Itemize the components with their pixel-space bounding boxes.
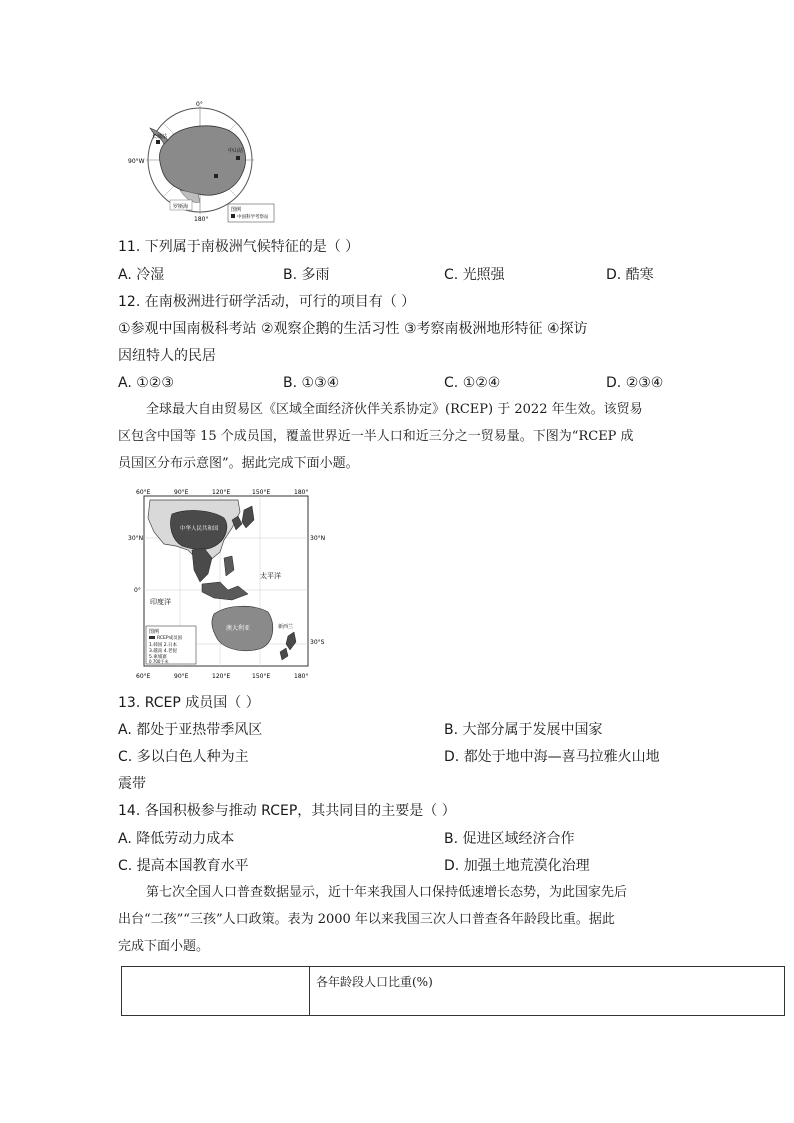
legend-item-2: 1.韩国 2.日本 (149, 643, 178, 648)
q11-option-b[interactable]: B. 多雨 (283, 267, 330, 283)
q11-stem: 11. 下列属于南极洲气候特征的是（ ） (118, 239, 360, 255)
map-label-90w: 90°W (128, 158, 145, 165)
rcep-passage-line2: 区包含中国等 15 个成员国，覆盖世界近一半人口和近三分之一贸易量。下图为“RCEP 成 (118, 429, 634, 444)
antarctica-map (128, 100, 278, 224)
pop-passage-line1: 第七次全国人口普查数据显示，近十年来我国人口保持低速增长态势，为此国家先后 (146, 885, 628, 900)
q13-option-b[interactable]: B. 大部分属于发展中国家 (444, 722, 603, 738)
pop-passage-line3: 完成下面小题。 (118, 939, 210, 954)
q14-option-d[interactable]: D. 加强土地荒漠化治理 (444, 858, 590, 874)
table-row (122, 967, 785, 1016)
map-legend-item: 中国科学考察站 (237, 215, 269, 220)
lon-90: 90°E (174, 489, 189, 496)
lat-30n: 30°N (128, 535, 144, 542)
lon-120-bottom: 120°E (212, 673, 231, 680)
table-header-age-share: 各年龄段人口比重(%) (310, 967, 785, 1016)
q12-statements-line2: 因纽特人的民居 (118, 348, 216, 364)
q12-statements-line1: ①参观中国南极科考站 ②观察企鹅的生活习性 ③考察南极洲地形特征 ④探访 (118, 321, 588, 337)
map-legend-title: 图例 (231, 207, 242, 213)
legend-item-3: 3.越南 4.老挝 (149, 649, 178, 654)
q13-stem: 13. RCEP 成员国（ ） (118, 695, 260, 711)
label-china: 中华人民共和国 (180, 526, 219, 532)
q12-option-d[interactable]: D. ②③④ (606, 375, 664, 391)
label-australia: 澳大利亚 (226, 625, 251, 632)
q12-option-a[interactable]: A. ①②③ (118, 375, 174, 391)
legend-item-1: RCEP成员国 (157, 636, 183, 641)
rcep-passage-line1: 全球最大自由贸易区《区域全面经济伙伴关系协定》(RCEP) 于 2022 年生效。该贸易 (146, 402, 643, 417)
q14-option-c[interactable]: C. 提高本国教育水平 (118, 858, 249, 874)
antarctica-map-graphic (128, 100, 278, 224)
label-indian: 印度洋 (150, 598, 171, 606)
lon-150-bottom: 150°E (252, 673, 271, 680)
table-cell-empty (122, 967, 310, 1016)
q11-option-d[interactable]: D. 酷寒 (606, 267, 654, 283)
q13-option-d-wrap: 震带 (118, 776, 146, 792)
rcep-map-graphic (128, 486, 326, 682)
q14-stem: 14. 各国积极参与推动 RCEP，其共同目的主要是（ ） (118, 803, 456, 819)
q12-option-b[interactable]: B. ①③④ (283, 375, 340, 391)
map-label-station2: 中山站 (228, 148, 244, 154)
map-label-180: 180° (194, 216, 209, 223)
q14-option-b[interactable]: B. 促进区域经济合作 (444, 831, 575, 847)
map-label-0: 0° (196, 101, 203, 108)
rcep-map (128, 486, 326, 682)
lon-150: 150°E (252, 489, 271, 496)
lon-90-bottom: 90°E (174, 673, 189, 680)
lon-180: 180° (294, 489, 309, 496)
q12-stem: 12. 在南极洲进行研学活动，可行的项目有（ ） (118, 294, 416, 310)
lat-30s: 30°S (310, 639, 325, 646)
map-label-sea: 罗斯海 (173, 204, 189, 210)
map-label-station1: 长城站 (152, 134, 168, 140)
lon-120: 120°E (212, 489, 231, 496)
q11-option-c[interactable]: C. 光照强 (444, 267, 505, 283)
q13-option-c[interactable]: C. 多以白色人种为主 (118, 749, 249, 765)
pop-passage-line2: 出台“二孩”“三孩”人口政策。表为 2000 年以来我国三次人口普查各年龄段比重。据此 (118, 912, 615, 927)
rcep-passage-line3: 员国区分布示意图”。据此完成下面小题。 (118, 456, 359, 471)
label-nz: 新西兰 (278, 624, 294, 630)
lat-0: 0° (134, 587, 141, 594)
q13-option-a[interactable]: A. 都处于亚热带季风区 (118, 722, 263, 738)
age-structure-table (121, 966, 785, 1016)
q14-option-a[interactable]: A. 降低劳动力成本 (118, 831, 235, 847)
q12-option-c[interactable]: C. ①②④ (444, 375, 501, 391)
q11-option-a[interactable]: A. 冷湿 (118, 267, 165, 283)
lon-60: 60°E (136, 489, 151, 496)
lat-30n-right: 30°N (310, 535, 326, 542)
q13-option-d[interactable]: D. 都处于地中海—喜马拉雅火山地 (444, 749, 660, 765)
label-pacific: 太平洋 (260, 572, 281, 580)
legend-title: 图例 (149, 629, 160, 635)
legend-item-4: 5.柬埔寨 (149, 655, 167, 660)
legend-scale: 0 700千米 (149, 659, 169, 664)
lon-180-bottom: 180° (294, 673, 309, 680)
lon-60-bottom: 60°E (136, 673, 151, 680)
